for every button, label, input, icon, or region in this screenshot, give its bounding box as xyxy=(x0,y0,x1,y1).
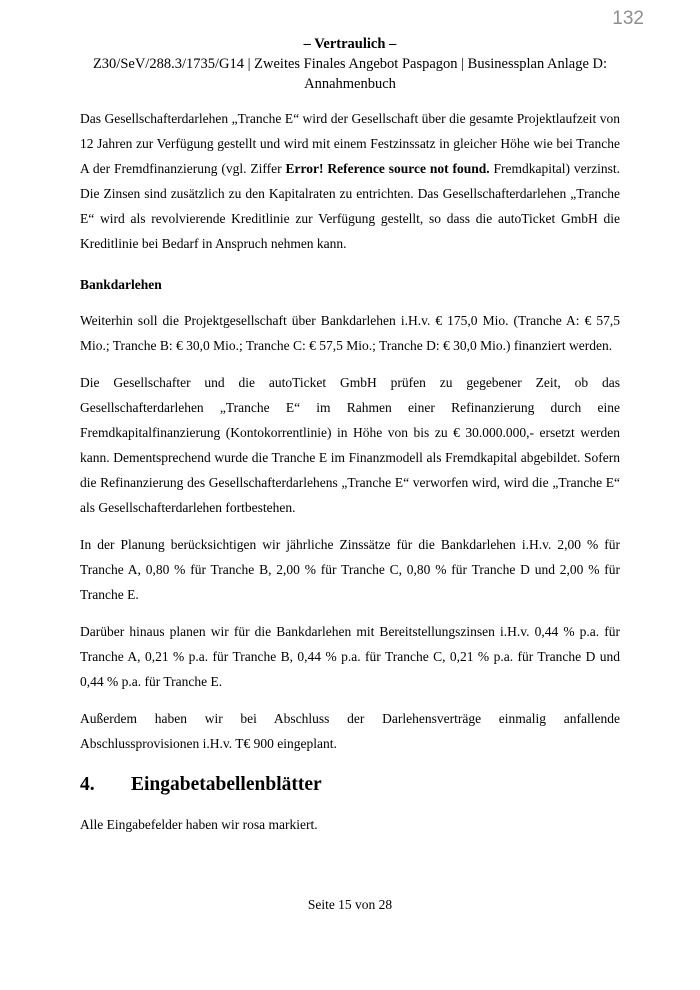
paragraph-text-segment: Fremdkapital) verzinst. Die Zinsen sind zusätzlich zu den Kapitalraten zu entrichten. Das Gesellschafterdarlehen „Tranche E“ wird als revolvierende Kreditlinie zur Verfügung gestellt, so dass die autoTicket GmbH die Kreditlinie bei Bedarf in Anspruch nehmen kann. xyxy=(80,161,621,251)
document-header xyxy=(0,0,700,94)
paragraph-text-segment: Das Gesellschafterdarlehen „Tranche E“ wird der Gesellschaft über die gesamte Projektlaufzeit von 12 Jahren zur Verfügung gestellt und wird mit einem Festzinssatz in gleicher Höhe wie bei Tranche A der Fremdfinanzierung (vgl. Ziffer xyxy=(80,111,620,176)
paragraph-rosa-markiert: Alle Eingabefelder haben wir rosa markiert. xyxy=(80,817,318,832)
document-reference-line: Z30/SeV/288.3/1735/G14 | Zweites Finales Angebot Paspagon | Businessplan Anlage D: Annahmenbuch xyxy=(92,56,608,92)
page-number: 132 xyxy=(612,8,644,29)
error-reference-bold-text: Error! Reference source not found. xyxy=(285,161,490,176)
paragraph-refinanzierung: Die Gesellschafter und die autoTicket GmbH prüfen zu gegebener Zeit, ob das Gesellschafterdarlehen „Tranche E“ im Rahmen einer Refinanzierung durch eine Fremdkapitalfinanzierung (Kontokorrentlinie) in Höhe von bis zu € 30.000.000,- ersetzt werden kann. Dementsprechend wurde die Tranche E im Finanzmodell als Fremdkapital abgebildet. Sofern die Refinanzierung des Gesellschafterdarlehens „Tranche E“ verworfen wird, wird die „Tranche E“ als Gesellschafterdarlehen fortbestehen. xyxy=(80,375,620,515)
paragraph-gesellschafterdarlehen-tranche-e xyxy=(80,106,620,256)
paragraph-bereitstellungszinsen: Darüber hinaus planen wir für die Bankdarlehen mit Bereitstellungszinsen i.H.v. 0,44 % p.a. für Tranche A, 0,21 % p.a. für Tranche B, 0,44 % p.a. für Tranche C, 0,21 % p.a. für Tranche D und 0,44 % p.a. für Tranche E. xyxy=(80,624,620,689)
confidentiality-marking: – Vertraulich – xyxy=(303,36,397,52)
section-number: 4. xyxy=(80,774,95,795)
page-footer: Seite 15 von 28 xyxy=(307,897,393,912)
subheading-bankdarlehen: Bankdarlehen xyxy=(80,277,162,292)
section-heading-eingabetabellenblaetter xyxy=(80,772,620,798)
paragraph-zinssaetze: In der Planung berücksichtigen wir jährliche Zinssätze für die Bankdarlehen i.H.v. 2,00 % für Tranche A, 0,80 % für Tranche B, 2,00 % für Tranche C, 0,80 % für Tranche D und 2,00 % für Tranche E. xyxy=(80,537,620,602)
paragraph-abschlussprovisionen: Außerdem haben wir bei Abschluss der Darlehensverträge einmalig anfallende Abschlussprovisionen i.H.v. T€ 900 eingeplant. xyxy=(80,711,620,751)
document-body xyxy=(0,94,700,849)
section-title: Eingabetabellenblätter xyxy=(131,774,322,795)
paragraph-bankdarlehen-tranchen: Weiterhin soll die Projektgesellschaft über Bankdarlehen i.H.v. € 175,0 Mio. (Tranche A: € 57,5 Mio.; Tranche B: € 30,0 Mio.; Tranche C: € 57,5 Mio.; Tranche D: € 30,0 Mio.) finanziert werden. xyxy=(80,313,620,353)
